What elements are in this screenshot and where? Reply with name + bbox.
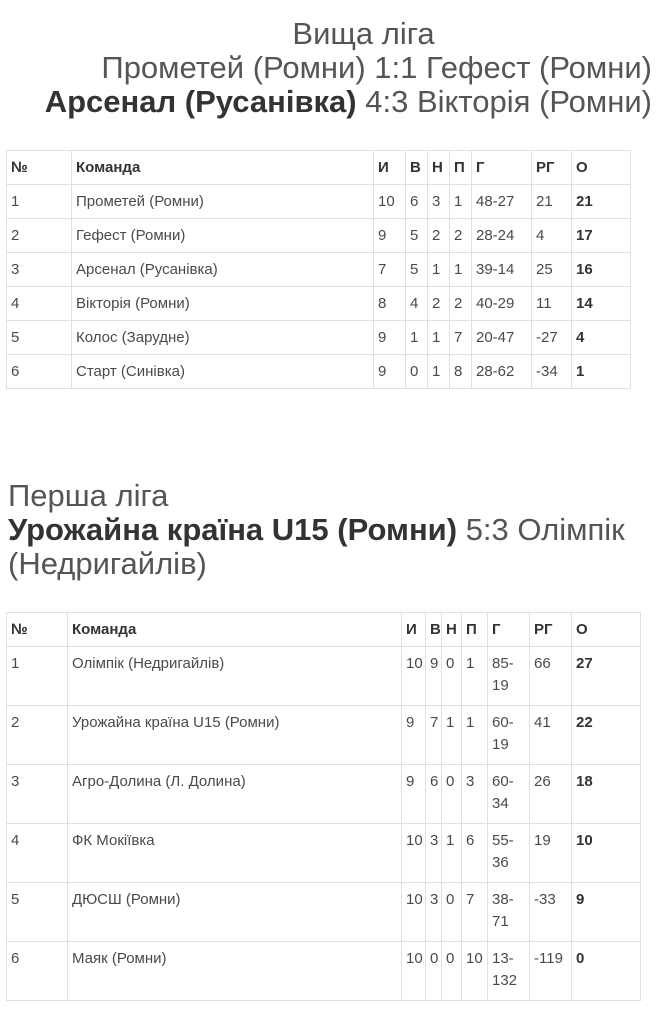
cell-points: 27: [572, 647, 641, 706]
cell-number: 2: [7, 706, 68, 765]
goals-conceded: 36: [492, 854, 509, 871]
table-row: [7, 706, 641, 765]
cell-points: 10: [572, 824, 641, 883]
cell-won: 0: [406, 355, 428, 389]
cell-drawn: 0: [442, 765, 462, 824]
cell-played: 10: [374, 185, 406, 219]
cell-played: 9: [374, 219, 406, 253]
cell-played: 9: [402, 706, 426, 765]
cell-lost: 6: [462, 824, 488, 883]
cell-goals: 20-47: [472, 321, 532, 355]
cell-lost: 2: [450, 219, 472, 253]
cell-drawn: 1: [442, 824, 462, 883]
cell-lost: 8: [450, 355, 472, 389]
cell-goal-diff: 21: [532, 185, 572, 219]
cell-goals: 48-27: [472, 185, 532, 219]
table-row: [7, 883, 641, 942]
cell-points: 22: [572, 706, 641, 765]
cell-number: 4: [7, 824, 68, 883]
cell-number: 5: [7, 321, 72, 355]
cell-drawn: 2: [428, 287, 450, 321]
cell-goals: [488, 883, 530, 942]
cell-team: Олімпік (Недригайлів): [68, 647, 402, 706]
col-header-points: О: [572, 613, 641, 647]
col-header-team: Команда: [72, 151, 374, 185]
cell-lost: 1: [462, 706, 488, 765]
cell-team: Старт (Синівка): [72, 355, 374, 389]
cell-team: Урожайна країна U15 (Ромни): [68, 706, 402, 765]
goals-scored: 60-: [492, 714, 514, 731]
cell-lost: 10: [462, 942, 488, 1001]
cell-lost: 2: [450, 287, 472, 321]
first-league-table: [6, 612, 641, 1001]
cell-number: 3: [7, 765, 68, 824]
cell-team: ДЮСШ (Ромни): [68, 883, 402, 942]
cell-drawn: 1: [428, 355, 450, 389]
col-header-played: И: [402, 613, 426, 647]
cell-goals: 28-62: [472, 355, 532, 389]
cell-number: 1: [7, 185, 72, 219]
table-row: [7, 185, 631, 219]
col-header-number: №: [7, 613, 68, 647]
cell-played: 8: [374, 287, 406, 321]
cell-won: 5: [406, 253, 428, 287]
cell-goals: [488, 824, 530, 883]
first-league-title: Перша ліга: [8, 478, 169, 513]
cell-drawn: 2: [428, 219, 450, 253]
cell-number: 6: [7, 355, 72, 389]
cell-team: Колос (Зарудне): [72, 321, 374, 355]
cell-number: 1: [7, 647, 68, 706]
cell-played: 10: [402, 883, 426, 942]
cell-points: 4: [572, 321, 631, 355]
goals-scored: 38-: [492, 891, 514, 908]
cell-goals: [488, 706, 530, 765]
goals-conceded: 34: [492, 795, 509, 812]
cell-goals: 40-29: [472, 287, 532, 321]
cell-points: 17: [572, 219, 631, 253]
cell-played: 10: [402, 942, 426, 1001]
cell-goals: [488, 942, 530, 1001]
table-row: [7, 647, 641, 706]
cell-goals: 39-14: [472, 253, 532, 287]
cell-played: 7: [374, 253, 406, 287]
col-header-drawn: Н: [442, 613, 462, 647]
cell-played: 10: [402, 647, 426, 706]
cell-goal-diff: 19: [530, 824, 572, 883]
cell-lost: 1: [462, 647, 488, 706]
col-header-number: №: [7, 151, 72, 185]
top-league-match-2: [0, 86, 660, 120]
goals-conceded: 19: [492, 677, 509, 694]
cell-won: 3: [426, 824, 442, 883]
col-header-points: О: [572, 151, 631, 185]
match-home-team: Урожайна країна U15 (Ромни): [8, 512, 458, 547]
cell-number: 6: [7, 942, 68, 1001]
cell-goal-diff: -27: [532, 321, 572, 355]
cell-drawn: 0: [442, 942, 462, 1001]
table-row: [7, 355, 631, 389]
first-league-header: [8, 480, 648, 582]
table-row: [7, 321, 631, 355]
cell-points: 16: [572, 253, 631, 287]
cell-drawn: 1: [442, 706, 462, 765]
col-header-won: В: [406, 151, 428, 185]
cell-number: 5: [7, 883, 68, 942]
match-home-team: Арсенал (Русанівка): [44, 84, 357, 119]
match-home-team: Прометей (Ромни): [101, 50, 366, 85]
goals-scored: 85-: [492, 655, 514, 672]
match-away-team: Вікторія (Ромни): [416, 84, 652, 119]
goals-scored: 60-: [492, 773, 514, 790]
cell-goal-diff: 11: [532, 287, 572, 321]
table-row: [7, 287, 631, 321]
cell-team: Маяк (Ромни): [68, 942, 402, 1001]
first-league-match: [8, 514, 648, 548]
cell-goal-diff: -119: [530, 942, 572, 1001]
cell-won: 6: [406, 185, 428, 219]
match-score: 4:3: [365, 84, 409, 119]
cell-goal-diff: 66: [530, 647, 572, 706]
cell-points: 0: [572, 942, 641, 1001]
table-row: [7, 219, 631, 253]
cell-goal-diff: -34: [532, 355, 572, 389]
table-row: [7, 942, 641, 1001]
col-header-goals: Г: [488, 613, 530, 647]
cell-team: Гефест (Ромни): [72, 219, 374, 253]
cell-goal-diff: 26: [530, 765, 572, 824]
goals-scored: 55-: [492, 832, 514, 849]
col-header-goal-diff: РГ: [530, 613, 572, 647]
cell-played: 10: [402, 824, 426, 883]
cell-won: 5: [406, 219, 428, 253]
cell-goal-diff: -33: [530, 883, 572, 942]
cell-won: 7: [426, 706, 442, 765]
match-away-team: Олімпік: [517, 512, 625, 547]
cell-drawn: 0: [442, 883, 462, 942]
cell-points: 14: [572, 287, 631, 321]
table-row: [7, 253, 631, 287]
cell-won: 0: [426, 942, 442, 1001]
match-score: 1:1: [374, 50, 418, 85]
cell-lost: 1: [450, 185, 472, 219]
cell-team: Вікторія (Ромни): [72, 287, 374, 321]
top-league-title: Вища ліга: [292, 16, 435, 51]
col-header-lost: П: [450, 151, 472, 185]
cell-team: ФК Мокіївка: [68, 824, 402, 883]
goals-conceded: 71: [492, 913, 509, 930]
cell-lost: 3: [462, 765, 488, 824]
cell-played: 9: [374, 355, 406, 389]
first-league-match-continued: [8, 548, 648, 582]
cell-won: 6: [426, 765, 442, 824]
cell-drawn: 3: [428, 185, 450, 219]
col-header-played: И: [374, 151, 406, 185]
goals-conceded: 19: [492, 736, 509, 753]
cell-won: 9: [426, 647, 442, 706]
cell-goals: 28-24: [472, 219, 532, 253]
cell-goal-diff: 4: [532, 219, 572, 253]
cell-team: Арсенал (Русанівка): [72, 253, 374, 287]
top-league-header: [0, 18, 660, 120]
table-row: [7, 765, 641, 824]
col-header-goals: Г: [472, 151, 532, 185]
cell-won: 3: [426, 883, 442, 942]
cell-lost: 1: [450, 253, 472, 287]
cell-drawn: 0: [442, 647, 462, 706]
cell-played: 9: [374, 321, 406, 355]
goals-scored: 13-: [492, 950, 514, 967]
cell-goals: [488, 647, 530, 706]
cell-won: 1: [406, 321, 428, 355]
cell-goal-diff: 25: [532, 253, 572, 287]
col-header-lost: П: [462, 613, 488, 647]
cell-points: 21: [572, 185, 631, 219]
cell-number: 2: [7, 219, 72, 253]
cell-drawn: 1: [428, 321, 450, 355]
cell-drawn: 1: [428, 253, 450, 287]
cell-lost: 7: [462, 883, 488, 942]
cell-number: 4: [7, 287, 72, 321]
match-away-team: Гефест (Ромни): [426, 50, 652, 85]
cell-team: Агро-Долина (Л. Долина): [68, 765, 402, 824]
cell-team: Прометей (Ромни): [72, 185, 374, 219]
col-header-team: Команда: [68, 613, 402, 647]
match-score: 5:3: [465, 512, 509, 547]
table-header-row: [7, 151, 631, 185]
table-header-row: [7, 613, 641, 647]
cell-lost: 7: [450, 321, 472, 355]
col-header-goal-diff: РГ: [532, 151, 572, 185]
cell-points: 9: [572, 883, 641, 942]
cell-won: 4: [406, 287, 428, 321]
cell-number: 3: [7, 253, 72, 287]
top-league-match-1: [0, 52, 660, 86]
cell-goal-diff: 41: [530, 706, 572, 765]
col-header-won: В: [426, 613, 442, 647]
top-league-table: [6, 150, 631, 389]
cell-goals: [488, 765, 530, 824]
col-header-drawn: Н: [428, 151, 450, 185]
cell-points: 18: [572, 765, 641, 824]
match-away-team-continued: (Недригайлів): [8, 546, 207, 581]
cell-points: 1: [572, 355, 631, 389]
cell-played: 9: [402, 765, 426, 824]
table-row: [7, 824, 641, 883]
goals-conceded: 132: [492, 972, 518, 989]
